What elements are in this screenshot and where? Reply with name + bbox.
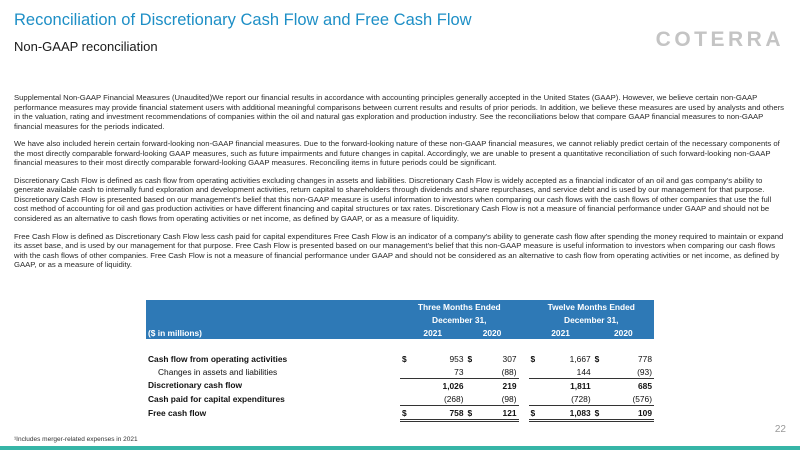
table-row (146, 392, 654, 406)
cell-value: 1,811 (570, 380, 591, 391)
body-text (14, 93, 784, 278)
units-label: ($ in millions) (146, 326, 400, 339)
row-label: Changes in assets and liabilities (158, 366, 278, 377)
cell-value: (93) (607, 365, 654, 379)
currency-symbol: $ (593, 406, 607, 421)
page-title: Reconciliation of Discretionary Cash Flow and Free Cash Flow (14, 11, 472, 29)
cell-value: 778 (638, 353, 652, 364)
paragraph-free-cash-flow: Free Cash Flow is defined as Discretionary Cash Flow less cash paid for capital expenditures Free Cash Flow is an indicator of a company's ability to generate cash flow after spending the money required to maintain or expand its asset base, and is used by our management for that purpose. Free Cash Flow is presented based on our management's belief that this non-GAAP measure is useful information to investors when comparing our cash flows with the cash flows of other companies. Free Cash Flow is not a measure of financial performance under GAAP and should not be considered as an alternative to cash flow from operating activities or net income, as defined by GAAP, or as a measure of liquidity. (14, 231, 784, 270)
currency-symbol: $ (400, 406, 414, 421)
cell-value: 1,026 (442, 380, 464, 391)
currency-symbol: $ (594, 353, 600, 364)
cell-value: 1,083 (543, 406, 593, 421)
cell-value: 1,667 (569, 353, 591, 364)
footnote: ¹Includes merger-related expenses in 2021 (14, 436, 138, 443)
row-label: Discretionary cash flow (148, 380, 243, 391)
cell-value: 758 (414, 406, 466, 421)
paragraph-discretionary-cash-flow: Discretionary Cash Flow is defined as cash flow from operating activities excluding changes in assets and liabilities. Discretionary Cash Flow is widely accepted as a financial indicator of an oil and gas company's ability to generate available cash to internally fund exploration and development activities, return capital to shareholders through dividends and share repurchases, and service debt and is used by our management for that purpose. Discretionary Cash Flow is presented based on our management's belief that this non-GAAP measure is useful information to investors when comparing our cash flows with the cash flows of other companies that use the full cost method of accounting for oil and gas production activities or have different financing and capital structures or tax rates. Discretionary Cash Flow is not a measure of financial performance under GAAP and should not be considered as an alternative to cash flows from operating activities or net income, as defined by GAAP, or as a measure of liquidity. (14, 175, 772, 224)
cell-value: 121 (480, 406, 519, 421)
year-header: 2021 (529, 326, 593, 339)
currency-symbol: $ (467, 353, 473, 364)
table-row (146, 406, 654, 421)
table-header-row (146, 326, 654, 339)
year-header: 2021 (400, 326, 466, 339)
currency-symbol: $ (529, 406, 543, 421)
header-three-months: Three Months Ended (400, 300, 519, 313)
table-header-row (146, 300, 654, 313)
cell-value: 109 (607, 406, 654, 421)
cell-value: 219 (502, 380, 517, 391)
paragraph-supplemental: Supplemental Non-GAAP Financial Measures (Unaudited)We report our financial results in accordance with accounting principles generally accepted in the United States (GAAP). However, we believe certain non-GAAP performance measures may provide financial statement users with additional meaningful comparisons between current results and results of prior periods. In addition, we believe these measures are used by analysts and others in the valuation, rating and investment recommendations of companies within the oil and natural gas exploration and production industry. See the reconciliations below that compare GAAP financial measures to non-GAAP financial measures for the periods indicated. (14, 93, 785, 131)
cell-value: 685 (638, 380, 652, 391)
header-twelve-months: Twelve Months Ended (529, 300, 654, 313)
cell-value: (576) (607, 392, 654, 406)
bottom-accent-bar (0, 446, 800, 450)
year-header: 2020 (593, 326, 654, 339)
row-label: Free cash flow (148, 408, 207, 418)
cell-value: (88) (480, 365, 519, 379)
header-three-months-date: December 31, (400, 313, 519, 326)
currency-symbol: $ (466, 406, 480, 421)
reconciliation-table (146, 300, 654, 422)
cell-value: 144 (543, 365, 593, 379)
header-twelve-months-date: December 31, (529, 313, 654, 326)
cell-value: (728) (543, 392, 593, 406)
company-logo: COTERRA (655, 28, 784, 51)
page-subtitle: Non-GAAP reconciliation (14, 39, 158, 54)
page-number: 22 (774, 424, 786, 435)
row-label: Cash flow from operating activities (148, 353, 288, 364)
year-header: 2020 (466, 326, 519, 339)
cell-value: 307 (502, 353, 517, 364)
currency-symbol: $ (530, 353, 536, 364)
cell-value: (268) (414, 392, 466, 406)
cell-value: 953 (449, 353, 464, 364)
currency-symbol: $ (402, 353, 407, 364)
paragraph-forward-looking: We have also included herein certain forward-looking non-GAAP financial measures. Due to the forward-looking nature of these non-GAAP financial measures, we cannot reliably predict certain of the necessary components of the most directly comparable forward-looking GAAP measures, such as future impairments and future changes in capital. Accordingly, we are unable to present a quantitative reconciliation of such forward-looking non-GAAP financial measures to their most directly comparable forward-looking GAAP measures. Reconciling items in future periods could be significant. (14, 139, 780, 168)
table-row (146, 352, 654, 365)
table-row (146, 365, 654, 379)
table-header-row (146, 313, 654, 326)
cell-value: 73 (414, 365, 466, 379)
table-row (146, 379, 654, 393)
cell-value: (98) (480, 392, 519, 406)
row-label: Cash paid for capital expenditures (148, 393, 285, 404)
